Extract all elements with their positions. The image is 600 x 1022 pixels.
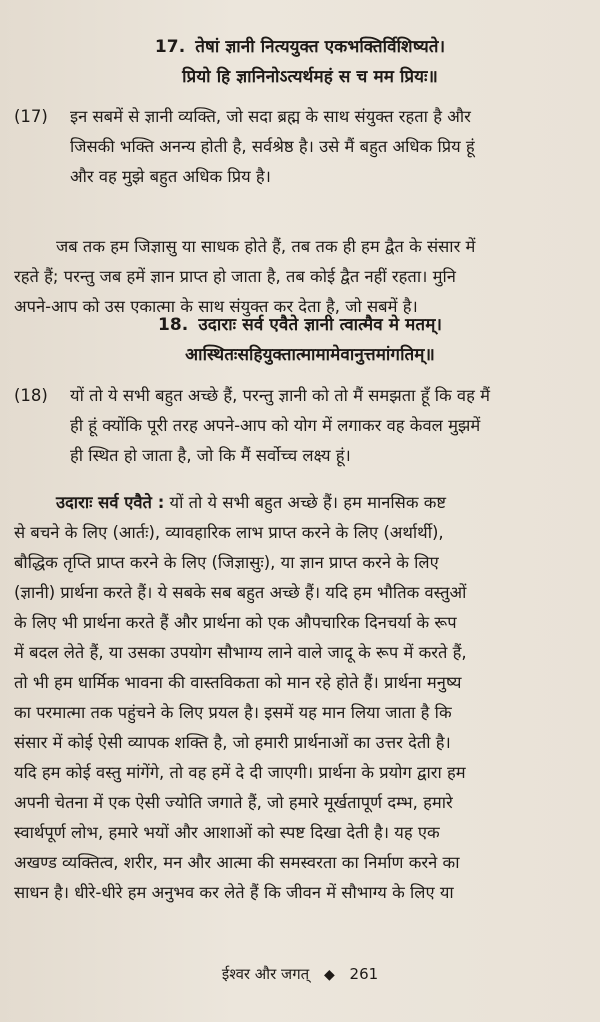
commentary-18-line: बौद्धिक तृप्ति प्राप्त करने के लिए (जिज्ञासुः), या ज्ञान प्राप्त करने के लिए xyxy=(14,553,439,572)
commentary-18-line: अपनी चेतना में एक ऐसी ज्योति जगाते हैं, जो हमारे मूर्खतापूर्ण दम्भ, हमारे xyxy=(14,793,453,812)
commentary-18-line: तो भी हम धार्मिक भावना की वास्तविकता को मान रहे होते हैं। प्रार्थना मनुष्य xyxy=(14,673,462,692)
verse-18-number: 18. xyxy=(157,315,189,335)
running-title: ईश्वर और जगत् xyxy=(221,965,310,983)
translation-17-line: इन सबमें से ज्ञानी व्यक्ति, जो सदा ब्रह्म के साथ संयुक्त रहता है और xyxy=(70,107,471,126)
commentary-18-line: साधन है। धीरे-धीरे हम अनुभव कर लेते हैं कि जीवन में सौभाग्य के लिए या xyxy=(14,883,454,902)
commentary-18-line: का परमात्मा तक पहुंचने के लिए प्रयल है। इसमें यह मान लिया जाता है कि xyxy=(14,703,452,722)
commentary-18-line: (ज्ञानी) प्रार्थना करते हैं। ये सबके सब बहुत अच्छे हैं। यदि हम भौतिक वस्तुओं xyxy=(14,583,467,602)
translation-18-line: ही हूं क्योंकि पूरी तरह अपने-आप को योग में लगाकर वह केवल मुझमें xyxy=(70,416,481,435)
translation-17-line: और वह मुझे बहुत अधिक प्रिय है। xyxy=(70,167,271,186)
commentary-18-lead: उदाराः सर्व एवैते : xyxy=(56,493,165,512)
translation-18 xyxy=(14,381,579,471)
commentary-18-line: के लिए भी प्रार्थना करते हैं और प्रार्थना को एक औपचारिक दिनचर्या के रूप xyxy=(14,613,457,632)
translation-17-line: जिसकी भक्ति अनन्य होती है, सर्वश्रेष्ठ है। उसे मैं बहुत अधिक प्रिय हूं xyxy=(70,137,475,156)
verse-18-text-1: उदाराः सर्व एवैते ज्ञानी त्वात्मैव मे मतम्। xyxy=(198,315,443,335)
verse-17-line-2: प्रियो हि ज्ञानिनोऽत्यर्थमहं स च मम प्रियः॥ xyxy=(182,67,438,87)
verse-18-line-1 xyxy=(0,310,600,340)
verse-17-line-1 xyxy=(0,32,600,62)
commentary-18-line: संसार में कोई ऐसी व्यापक शक्ति है, जो हमारी प्रार्थनाओं का उत्तर देती है। xyxy=(14,733,451,752)
commentary-18-line: स्वार्थपूर्ण लोभ, हमारे भयों और आशाओं को स्पष्ट दिखा देती है। यह एक xyxy=(14,823,440,842)
translation-18-line: ही स्थित हो जाता है, जो कि मैं सर्वोच्च लक्ष्य हूं। xyxy=(70,446,351,465)
page-number: 261 xyxy=(349,965,379,983)
commentary-18-line: अखण्ड व्यक्तित्व, शरीर, मन और आत्मा की समस्वरता का निर्माण करने का xyxy=(14,853,460,872)
translation-17 xyxy=(14,102,579,192)
verse-17-number: 17. xyxy=(154,37,186,57)
verse-17-text-1: तेषां ज्ञानी नित्ययुक्त एकभक्तिर्विशिष्यते। xyxy=(195,37,446,57)
commentary-17 xyxy=(14,232,580,322)
commentary-17-line: जब तक हम जिज्ञासु या साधक होते हैं, तब तक ही हम द्वैत के संसार में xyxy=(56,237,476,256)
commentary-18-line: में बदल लेते हैं, या उसका उपयोग सौभाग्य लाने वाले जादू के रूप में करते हैं, xyxy=(14,643,467,662)
commentary-18-first-line xyxy=(14,488,580,518)
commentary-18-line: यदि हम कोई वस्तु मांगेंगे, तो वह हमें दे दी जाएगी। प्रार्थना के प्रयोग द्वारा हम xyxy=(14,763,466,782)
translation-18-number: (18) xyxy=(14,386,48,405)
commentary-18-line: से बचने के लिए (आर्तः), व्यावहारिक लाभ प्राप्त करने के लिए (अर्थार्थी), xyxy=(14,523,444,542)
commentary-17-line: अपने-आप को उस एकात्मा के साथ संयुक्त कर देता है, जो सबमें है। xyxy=(14,297,418,316)
commentary-18 xyxy=(14,488,580,908)
translation-17-number: (17) xyxy=(14,107,48,126)
commentary-17-line: रहते हैं; परन्तु जब हमें ज्ञान प्राप्त हो जाता है, तब कोई द्वैत नहीं रहता। मुनि xyxy=(14,267,456,286)
page-footer xyxy=(0,962,600,987)
verse-18-line-2: आस्थितःसहियुक्तात्मामामेवानुत्तमांगतिम्॥ xyxy=(185,345,435,365)
commentary-18-first-rest: यों तो ये सभी बहुत अच्छे हैं। हम मानसिक कष्ट xyxy=(164,493,447,512)
translation-18-line: यों तो ये सभी बहुत अच्छे हैं, परन्तु ज्ञानी को तो मैं समझता हूँ कि वह मैं xyxy=(70,386,490,405)
diamond-separator-icon: ◆ xyxy=(323,967,335,983)
